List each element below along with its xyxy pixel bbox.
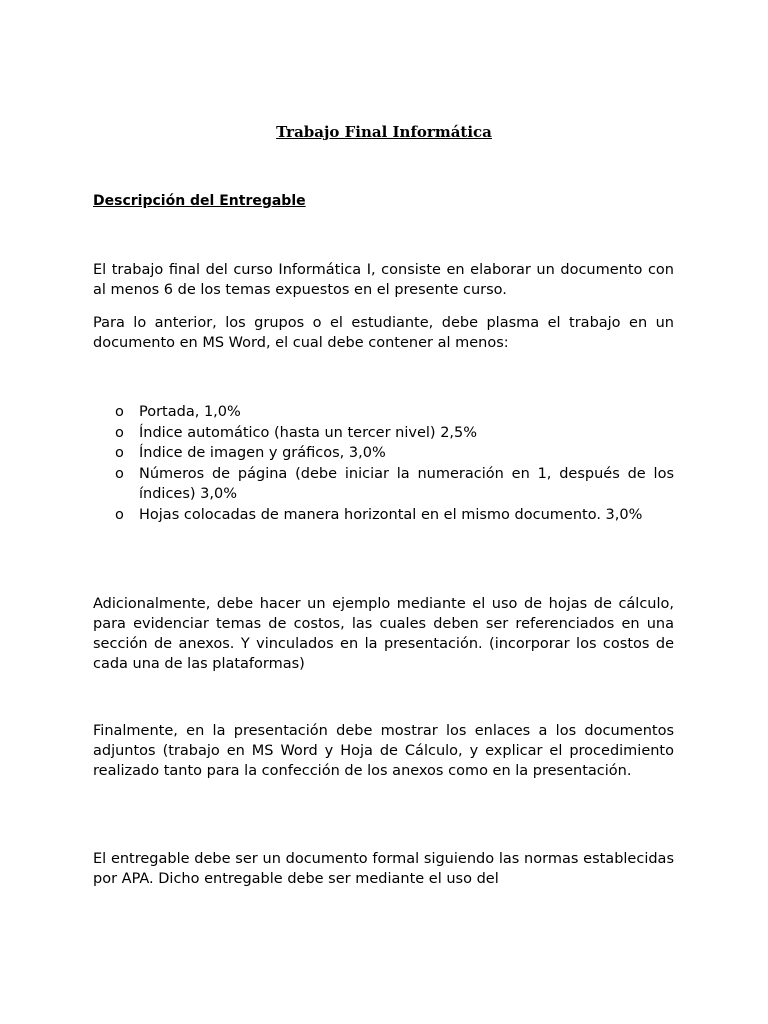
list-item — [93, 402, 674, 423]
paragraph-spreadsheet: Adicionalmente, debe hacer un ejemplo mediante el uso de hojas de cálculo, para evidenciar temas de costos, las cuales deben ser referenciados en una sección de anexos. Y vinculados en la presentación. (incorporar los costos de cada una de las plataformas) — [93, 596, 674, 672]
bullet-marker: o — [115, 465, 124, 482]
list-item — [93, 423, 674, 444]
bullet-marker: o — [115, 404, 124, 420]
bullet-marker: o — [115, 424, 124, 441]
list-item-text: Índice automático (hasta un tercer nivel) 2,5% — [139, 424, 478, 441]
list-item — [93, 443, 674, 464]
bullet-marker: o — [115, 506, 124, 523]
list-item — [93, 505, 674, 526]
list-item — [93, 464, 674, 505]
list-item-text: Hojas colocadas de manera horizontal en el mismo documento. 3,0% — [139, 506, 643, 523]
paragraph-deliverable: El entregable debe ser un documento formal siguiendo las normas establecidas por APA. Dicho entregable debe ser mediante el uso del — [93, 851, 674, 887]
bullet-marker: o — [115, 445, 124, 461]
section-heading: Descripción del Entregable — [93, 193, 306, 209]
list-item-text: Índice de imagen y gráficos, 3,0% — [139, 445, 386, 461]
document-title: Trabajo Final Informática — [276, 123, 492, 141]
list-item-text: Números de página (debe iniciar la numeración en 1, después de los índices) 3,0% — [139, 465, 674, 502]
list-item-text: Portada, 1,0% — [139, 404, 241, 420]
paragraph-presentation: Finalmente, en la presentación debe mostrar los enlaces a los documentos adjuntos (trabajo en MS Word y Hoja de Cálculo, y explicar el procedimiento realizado tanto para la confección de los anexos como en la presentación. — [93, 723, 674, 779]
requirements-list — [93, 402, 674, 525]
paragraph-intro: El trabajo final del curso Informática I, consiste en elaborar un documento con al menos 6 de los temas expuestos en el presente curso. — [93, 262, 674, 298]
paragraph-requirements: Para lo anterior, los grupos o el estudiante, debe plasma el trabajo en un documento en MS Word, el cual debe contener al menos: — [93, 315, 674, 351]
